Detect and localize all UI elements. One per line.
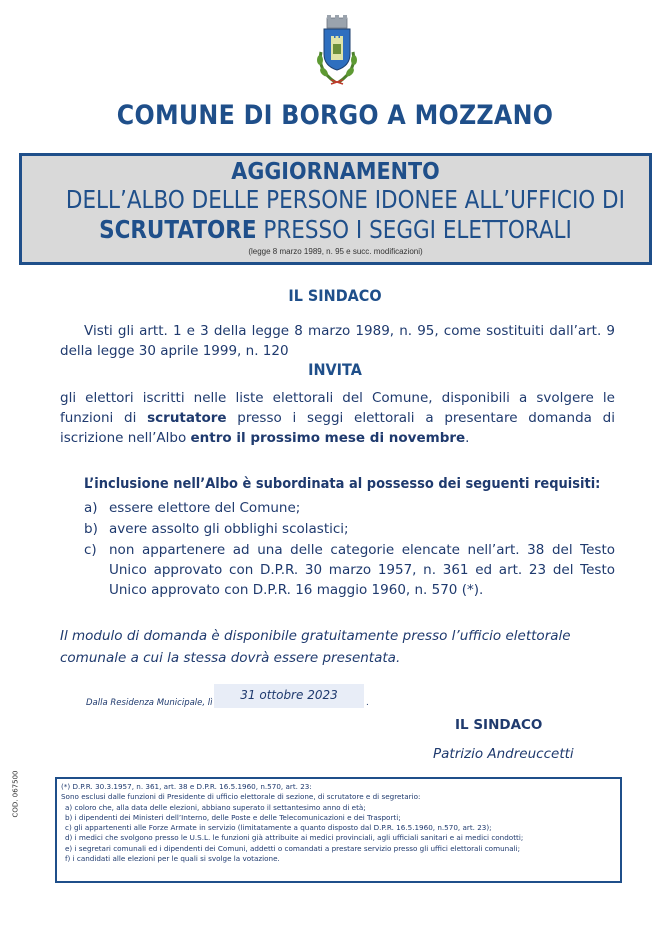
municipal-crest-icon — [311, 14, 363, 90]
footnote-item: f) i candidati alle elezioni per le quali si svolge la votazione. — [65, 854, 280, 864]
requirement-text: non appartenere ad una delle categorie elencate nell’art. 38 del Testo Unico approvato con D.P.R. 30 marzo 1957, n. 361 ed art. 23 del Testo Unico approvato con D.P.R. 16 maggio 1960, n. 570 (*). — [109, 542, 615, 598]
requirement-text: essere elettore del Comune; — [109, 500, 301, 516]
banner-subtitle-line1: DELL’ALBO DELLE PERSONE IDONEE ALL’UFFICIO DI — [65, 185, 625, 214]
invita-paragraph — [60, 388, 615, 448]
invita-text-2: presso i seggi elettorali a presentare domanda di iscrizione nell’Albo — [60, 410, 615, 446]
requirement-letter: b) — [84, 521, 98, 537]
side-code: COD. 067500 — [11, 770, 20, 818]
footnote-reference: (*) D.P.R. 30.3.1957, n. 361, art. 38 e D.P.R. 16.5.1960, n.570, art. 23: — [61, 782, 312, 791]
municipality-title: COMUNE DI BORGO A MOZZANO — [116, 100, 554, 131]
requirement-letter: c) — [84, 542, 97, 558]
residenza-label: Dalla Residenza Municipale, lì — [86, 698, 213, 708]
banner-scrutatore: SCRUTATORE — [99, 215, 257, 244]
banner-title: AGGIORNAMENTO — [231, 159, 440, 185]
title-banner — [19, 153, 652, 265]
invita-deadline: entro il prossimo mese di novembre — [190, 430, 466, 446]
footnote-item: a) coloro che, alla data delle elezioni, abbiano superato il settantesimo anno di età; — [65, 802, 366, 812]
sindaco-heading: IL SINDACO — [288, 286, 382, 305]
signature-name: Patrizio Andreuccetti — [433, 746, 574, 762]
footnote-item: b) i dipendenti dei Ministeri dell’Interno, delle Poste e delle Telecomunicazioni e dei Trasporti; — [65, 812, 401, 822]
invita-text-1: gli elettori iscritti nelle liste elettorali del Comune, disponibili a svolgere le funzioni di — [60, 390, 615, 426]
requirement-item — [84, 498, 615, 518]
requirement-letter: a) — [84, 500, 98, 516]
signature-title: IL SINDACO — [455, 717, 543, 733]
modulo-note: Il modulo di domanda è disponibile gratuitamente presso l’ufficio elettorale comunale a cui la stessa dovrà essere presentata. — [60, 628, 571, 666]
footnote-box — [55, 777, 622, 883]
requirements-title: L’inclusione nell’Albo è subordinata al possesso dei seguenti requisiti: — [84, 476, 601, 492]
banner-subtitle-rest: PRESSO I SEGGI ELETTORALI — [256, 215, 572, 244]
requirement-item — [84, 519, 615, 539]
footnote-item: e) i segretari comunali ed i dipendenti dei Comuni, addetti o comandati a prestare servizio presso gli uffici elettorali comunali; — [65, 843, 521, 853]
footnote-intro: Sono esclusi dalle funzioni di Presidente di ufficio elettorale di sezione, di scrutatore e di segretario: — [61, 792, 421, 802]
visti-paragraph: Visti gli artt. 1 e 3 della legge 8 marzo 1989, n. 95, come sostituiti dall’art. 9 della legge 30 aprile 1999, n. 120 — [60, 323, 615, 359]
banner-subtitle-line2 — [66, 215, 605, 245]
date-field: 31 ottobre 2023 — [214, 684, 364, 708]
footnote-item: d) i medici che svolgono presso le U.S.L. le funzioni già attribuite ai medici provinciali, agli ufficiali sanitari e ai medici condotti; — [65, 833, 524, 843]
date-period: . — [366, 697, 369, 708]
footnote-item: c) gli appartenenti alle Forze Armate in servizio (limitatamente a quanto disposto dal D.P.R. 16.5.1960, n.570, art. 23); — [65, 823, 492, 833]
requirement-text: avere assolto gli obblighi scolastici; — [109, 521, 349, 537]
invita-heading: INVITA — [308, 360, 362, 379]
invita-text-3: . — [465, 430, 470, 446]
invita-bold-scrutatore: scrutatore — [147, 410, 227, 426]
law-reference: (legge 8 marzo 1989, n. 95 e succ. modificazioni) — [248, 247, 423, 256]
requirement-item — [84, 540, 615, 600]
